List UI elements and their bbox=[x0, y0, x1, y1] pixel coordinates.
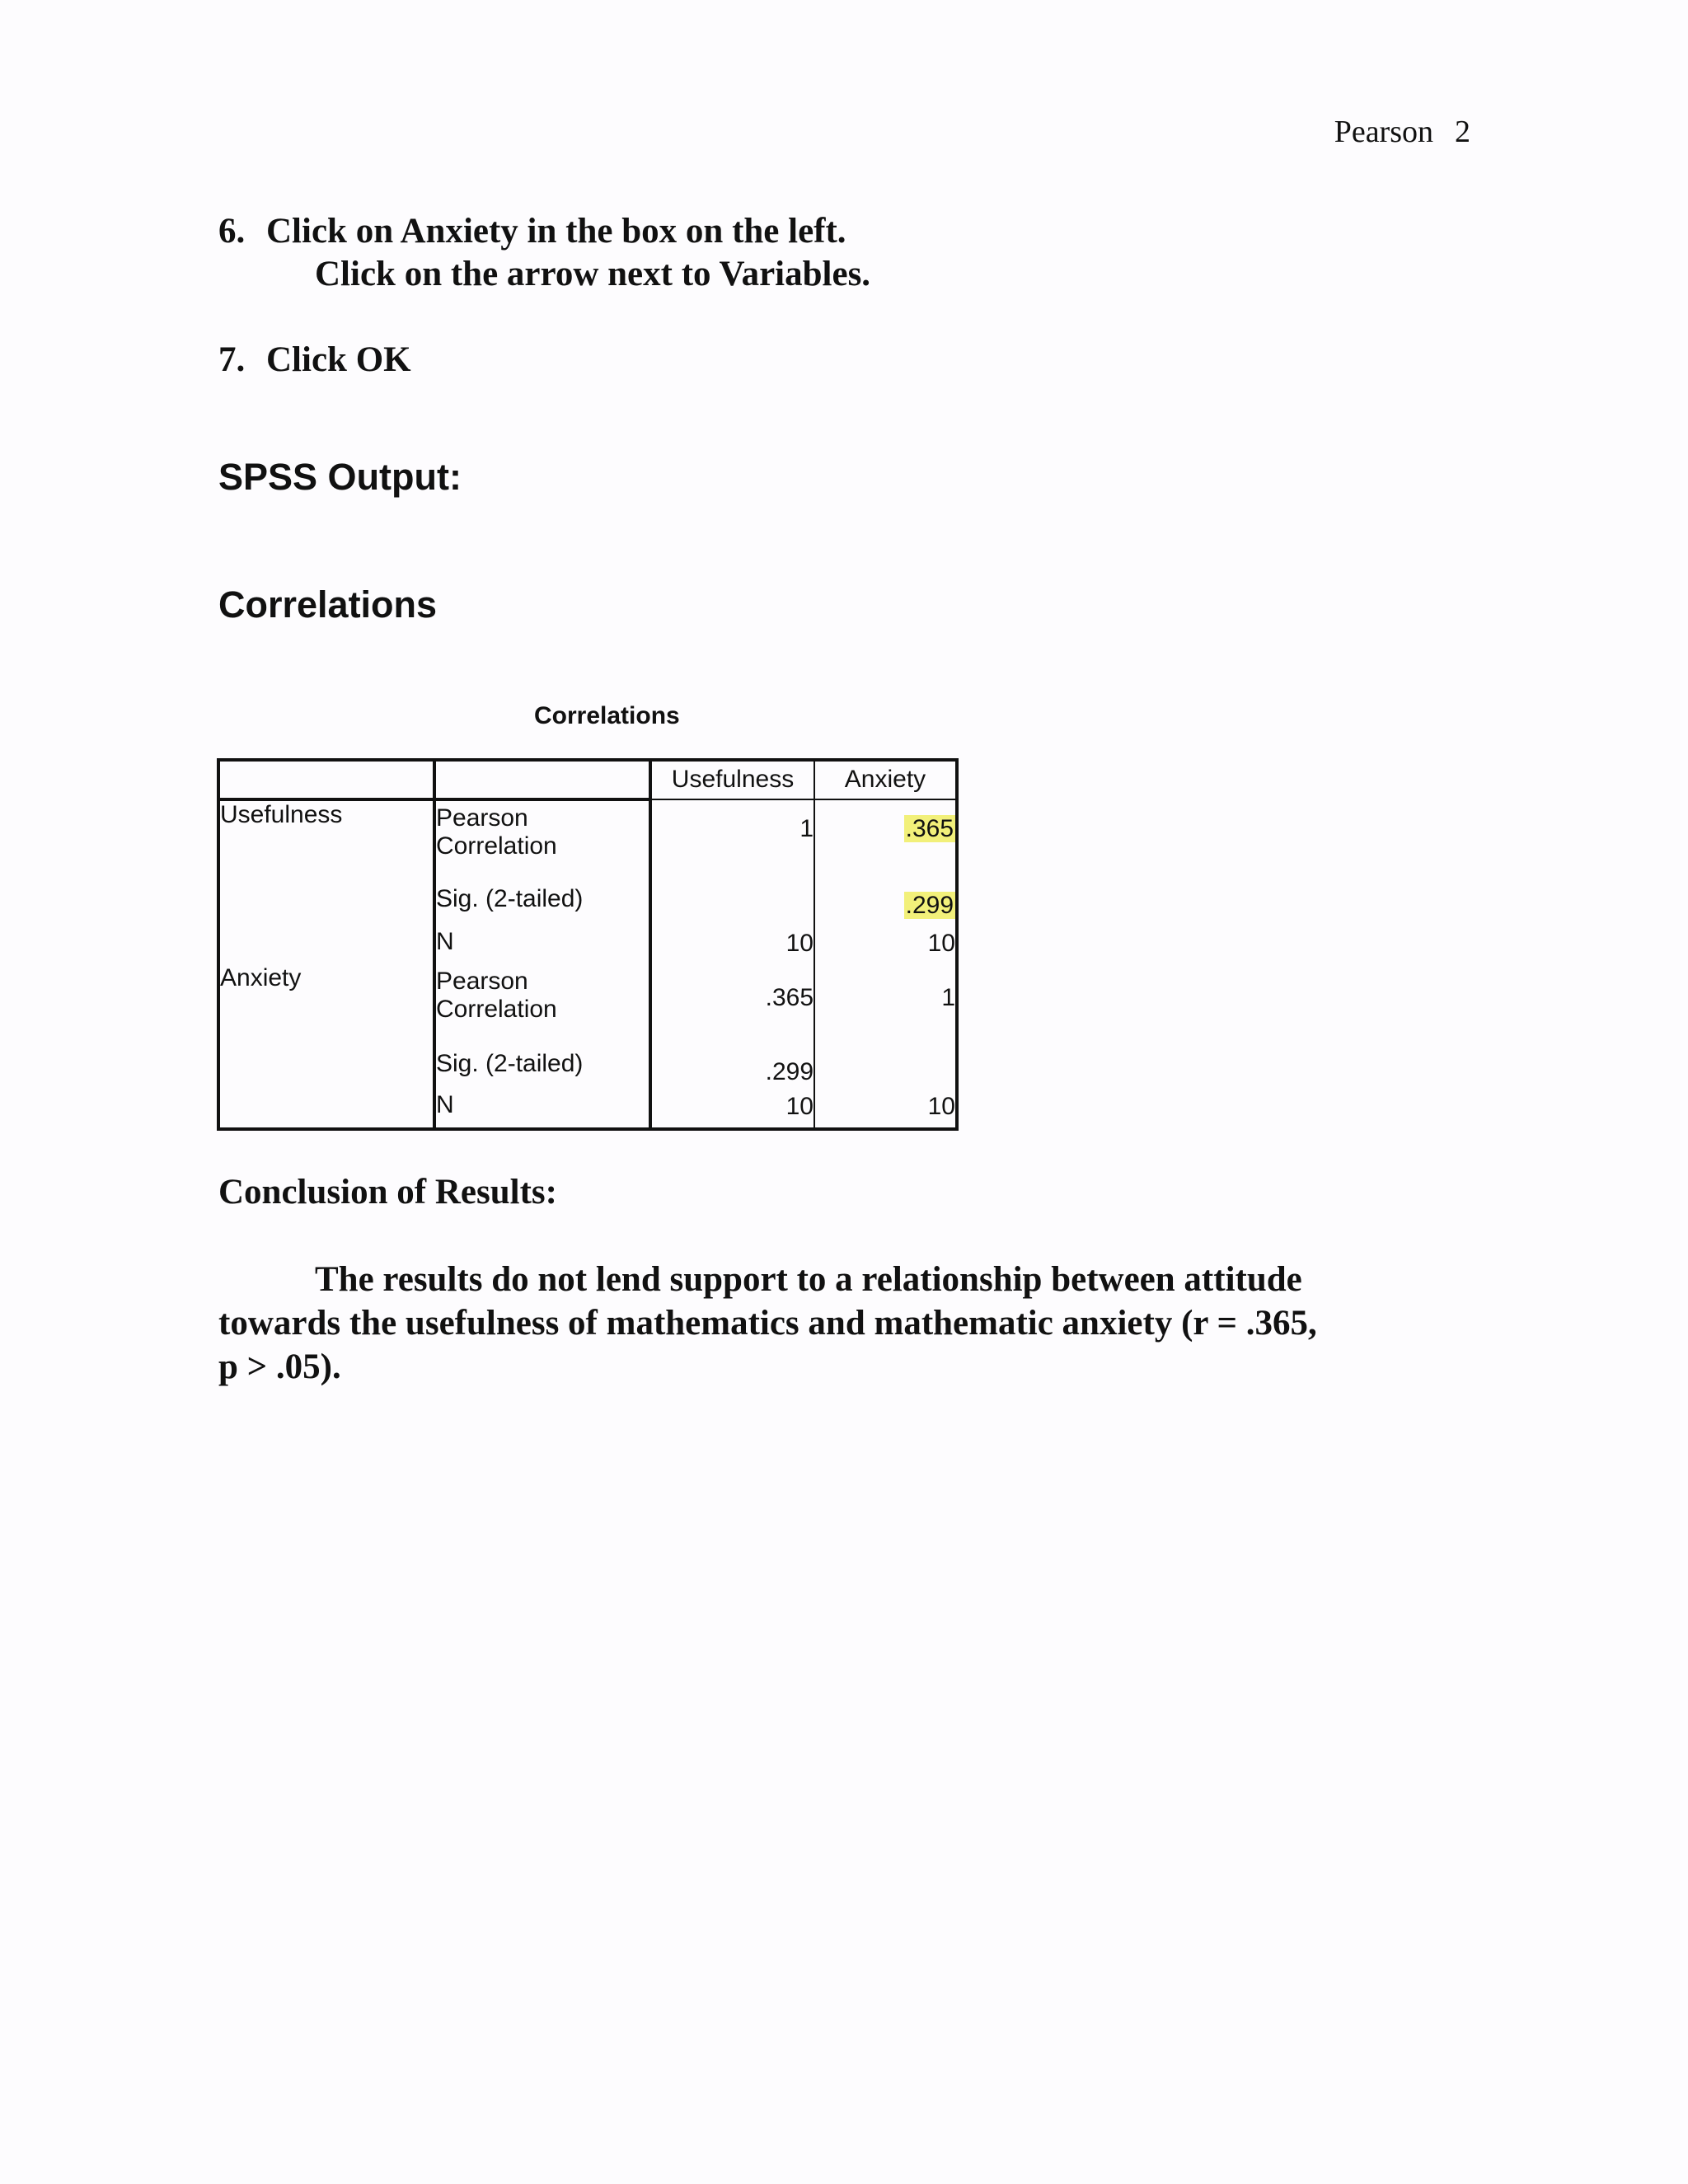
stat-label-line: Correlation bbox=[436, 832, 557, 860]
header-name: Pearson bbox=[1334, 115, 1433, 149]
table-cell bbox=[650, 885, 814, 921]
table-cell: 1 bbox=[941, 984, 955, 1011]
stat-label-line: Pearson bbox=[436, 968, 528, 995]
conclusion-paragraph bbox=[218, 1258, 1397, 1389]
conclusion-heading: Conclusion of Results: bbox=[218, 1173, 557, 1212]
table-cell: 10 bbox=[927, 930, 955, 957]
column-header: Anxiety bbox=[814, 760, 957, 799]
header-empty-cell bbox=[218, 760, 434, 799]
stat-label-sig: Sig. (2-tailed) bbox=[434, 1050, 650, 1086]
stat-label-pearson bbox=[434, 799, 650, 885]
header-empty-cell bbox=[434, 760, 650, 799]
table-cell bbox=[814, 799, 957, 885]
table-cell: .365 bbox=[650, 964, 814, 1050]
conclusion-line: towards the usefulness of mathematics and mathematic anxiety (r = .365, bbox=[218, 1304, 1317, 1343]
table-row bbox=[218, 799, 957, 885]
correlations-table bbox=[217, 758, 959, 1131]
step-text: Click OK bbox=[266, 340, 411, 379]
stat-label-line: Pearson bbox=[436, 804, 528, 832]
column-header: Usefulness bbox=[650, 760, 814, 799]
step-number: 6. bbox=[218, 212, 246, 251]
correlations-heading: Correlations bbox=[218, 583, 438, 626]
table-cell bbox=[814, 1050, 957, 1086]
step-6 bbox=[218, 211, 846, 251]
stat-label-n: N bbox=[434, 921, 650, 964]
stat-label-sig: Sig. (2-tailed) bbox=[434, 885, 650, 921]
table-cell: 10 bbox=[650, 1086, 814, 1129]
table-row bbox=[218, 964, 957, 1050]
page-header bbox=[1334, 114, 1470, 150]
highlighted-value: .365 bbox=[905, 815, 954, 842]
table-cell bbox=[814, 885, 957, 921]
conclusion-line: The results do not lend support to a relationship between attitude bbox=[315, 1260, 1302, 1299]
step-7 bbox=[218, 340, 411, 380]
step-text: Click on Anxiety in the box on the left. bbox=[266, 212, 846, 251]
table-cell: 1 bbox=[650, 799, 814, 885]
row-variable-label: Anxiety bbox=[218, 964, 434, 1129]
stat-label-line: Correlation bbox=[436, 996, 557, 1023]
table-cell: 10 bbox=[927, 1093, 955, 1120]
step-6-subtext: Click on the arrow next to Variables. bbox=[315, 255, 871, 293]
stat-label-n: N bbox=[434, 1086, 650, 1129]
row-variable-label: Usefulness bbox=[218, 799, 434, 964]
table-title: Correlations bbox=[534, 702, 680, 729]
table-cell: 10 bbox=[650, 921, 814, 964]
spss-output-heading: SPSS Output: bbox=[218, 456, 462, 498]
conclusion-line: p > .05). bbox=[218, 1347, 341, 1386]
stat-label-pearson bbox=[434, 964, 650, 1050]
table-header-row bbox=[218, 760, 957, 799]
table-cell: .299 bbox=[650, 1050, 814, 1086]
page-number: 2 bbox=[1455, 115, 1470, 149]
step-number: 7. bbox=[218, 340, 246, 379]
highlighted-value: .299 bbox=[905, 892, 954, 919]
